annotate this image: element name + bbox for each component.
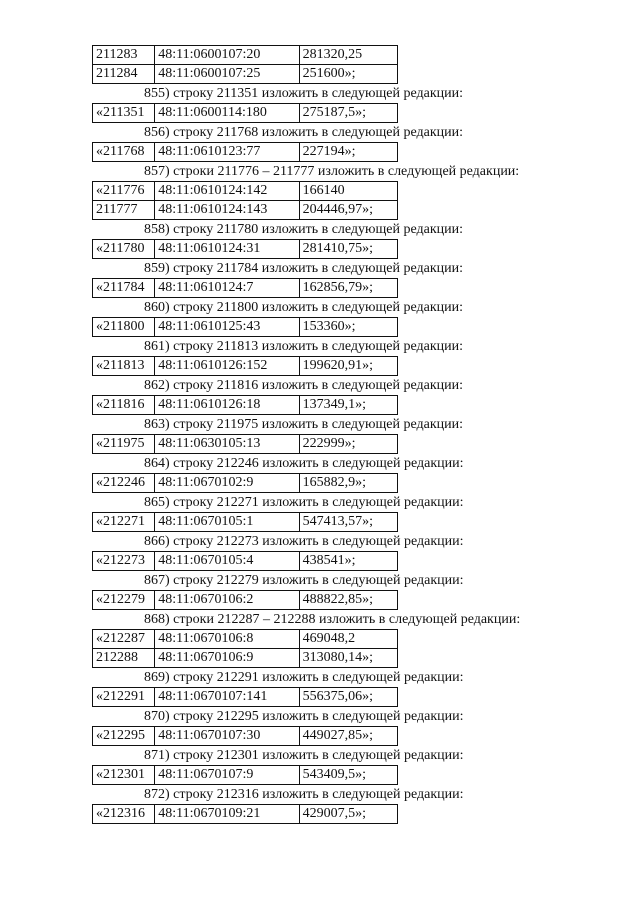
- amendment-instruction: 872) строку 212316 изложить в следующей редакции:: [144, 787, 464, 802]
- value-cell: 275187,5»;: [299, 104, 397, 123]
- table-row: [93, 65, 398, 84]
- table-row: [93, 474, 398, 493]
- amendment-table: [92, 726, 398, 746]
- cadastral-number-cell: 48:11:0630105:13: [155, 435, 299, 454]
- value-cell: 543409,5»;: [299, 766, 397, 785]
- table-row: [93, 279, 398, 298]
- table-row: [93, 318, 398, 337]
- table-row: [93, 591, 398, 610]
- row-number-cell: «211784: [93, 279, 155, 298]
- amendment-table: [92, 239, 398, 259]
- table-row: [93, 182, 398, 201]
- amendment-instruction: 861) строку 211813 изложить в следующей редакции:: [144, 339, 464, 354]
- amendment-instruction: 860) строку 211800 изложить в следующей редакции:: [144, 300, 464, 315]
- row-number-cell: «212316: [93, 805, 155, 824]
- amendment-instruction: 871) строку 212301 изложить в следующей редакции:: [144, 748, 464, 763]
- amendment-instruction: 857) строки 211776 – 211777 изложить в следующей редакции:: [144, 164, 520, 179]
- value-cell: 281320,25: [299, 46, 397, 65]
- table-row: [93, 688, 398, 707]
- value-cell: 153360»;: [299, 318, 397, 337]
- document-body: [92, 45, 552, 824]
- amendment-instruction: 870) строку 212295 изложить в следующей редакции:: [144, 709, 464, 724]
- amendment-table: [92, 356, 398, 376]
- row-number-cell: «212291: [93, 688, 155, 707]
- value-cell: 227194»;: [299, 143, 397, 162]
- cadastral-number-cell: 48:11:0670107:141: [155, 688, 299, 707]
- amendment-table: [92, 142, 398, 162]
- table-row: [93, 357, 398, 376]
- cadastral-number-cell: 48:11:0610123:77: [155, 143, 299, 162]
- amendment-table: [92, 317, 398, 337]
- table-row: [93, 766, 398, 785]
- cadastral-number-cell: 48:11:0610124:7: [155, 279, 299, 298]
- cadastral-number-cell: 48:11:0670109:21: [155, 805, 299, 824]
- amendment-table: [92, 181, 398, 220]
- value-cell: 166140: [299, 182, 397, 201]
- row-number-cell: «211780: [93, 240, 155, 259]
- cadastral-number-cell: 48:11:0670102:9: [155, 474, 299, 493]
- amendment-table: [92, 804, 398, 824]
- amendment-table: [92, 434, 398, 454]
- row-number-cell: 211777: [93, 201, 155, 220]
- amendment-table: [92, 687, 398, 707]
- table-row: [93, 46, 398, 65]
- cadastral-number-cell: 48:11:0670105:1: [155, 513, 299, 532]
- cadastral-number-cell: 48:11:0610126:18: [155, 396, 299, 415]
- amendment-instruction: 867) строку 212279 изложить в следующей редакции:: [144, 573, 464, 588]
- row-number-cell: «212295: [93, 727, 155, 746]
- amendment-instruction: 864) строку 212246 изложить в следующей редакции:: [144, 456, 464, 471]
- cadastral-number-cell: 48:11:0670106:8: [155, 630, 299, 649]
- cadastral-number-cell: 48:11:0600107:20: [155, 46, 299, 65]
- value-cell: 281410,75»;: [299, 240, 397, 259]
- cadastral-number-cell: 48:11:0600114:180: [155, 104, 299, 123]
- value-cell: 488822,85»;: [299, 591, 397, 610]
- value-cell: 449027,85»;: [299, 727, 397, 746]
- amendment-instruction: 858) строку 211780 изложить в следующей редакции:: [144, 222, 464, 237]
- value-cell: 438541»;: [299, 552, 397, 571]
- amendment-table: [92, 629, 398, 668]
- value-cell: 137349,1»;: [299, 396, 397, 415]
- value-cell: 165882,9»;: [299, 474, 397, 493]
- value-cell: 469048,2: [299, 630, 397, 649]
- amendment-table: [92, 512, 398, 532]
- cadastral-number-cell: 48:11:0610126:152: [155, 357, 299, 376]
- value-cell: 162856,79»;: [299, 279, 397, 298]
- amendment-instruction: 856) строку 211768 изложить в следующей редакции:: [144, 125, 464, 140]
- amendment-instruction: 859) строку 211784 изложить в следующей редакции:: [144, 261, 464, 276]
- amendment-instruction: 855) строку 211351 изложить в следующей редакции:: [144, 86, 464, 101]
- row-number-cell: 211283: [93, 46, 155, 65]
- table-row: [93, 240, 398, 259]
- amendment-table: [92, 395, 398, 415]
- row-number-cell: «212271: [93, 513, 155, 532]
- table-row: [93, 513, 398, 532]
- amendment-instruction: 869) строку 212291 изложить в следующей редакции:: [144, 670, 464, 685]
- table-row: [93, 630, 398, 649]
- table-row: [93, 201, 398, 220]
- amendment-instruction: 863) строку 211975 изложить в следующей редакции:: [144, 417, 464, 432]
- table-row: [93, 143, 398, 162]
- amendment-instruction: 862) строку 211816 изложить в следующей редакции:: [144, 378, 464, 393]
- amendment-table: [92, 45, 398, 84]
- row-number-cell: «211816: [93, 396, 155, 415]
- table-row: [93, 805, 398, 824]
- row-number-cell: «211776: [93, 182, 155, 201]
- table-row: [93, 727, 398, 746]
- row-number-cell: «212279: [93, 591, 155, 610]
- row-number-cell: «212246: [93, 474, 155, 493]
- cadastral-number-cell: 48:11:0670107:9: [155, 766, 299, 785]
- row-number-cell: 212288: [93, 649, 155, 668]
- row-number-cell: «212287: [93, 630, 155, 649]
- cadastral-number-cell: 48:11:0670107:30: [155, 727, 299, 746]
- row-number-cell: «211768: [93, 143, 155, 162]
- amendment-table: [92, 765, 398, 785]
- cadastral-number-cell: 48:11:0670105:4: [155, 552, 299, 571]
- cadastral-number-cell: 48:11:0610124:31: [155, 240, 299, 259]
- cadastral-number-cell: 48:11:0670106:9: [155, 649, 299, 668]
- value-cell: 429007,5»;: [299, 805, 397, 824]
- amendment-table: [92, 551, 398, 571]
- row-number-cell: «211813: [93, 357, 155, 376]
- cadastral-number-cell: 48:11:0610124:143: [155, 201, 299, 220]
- cadastral-number-cell: 48:11:0670106:2: [155, 591, 299, 610]
- value-cell: 204446,97»;: [299, 201, 397, 220]
- amendment-instruction: 865) строку 212271 изложить в следующей редакции:: [144, 495, 464, 510]
- value-cell: 313080,14»;: [299, 649, 397, 668]
- table-row: [93, 396, 398, 415]
- cadastral-number-cell: 48:11:0600107:25: [155, 65, 299, 84]
- amendment-table: [92, 473, 398, 493]
- cadastral-number-cell: 48:11:0610125:43: [155, 318, 299, 337]
- table-row: [93, 649, 398, 668]
- value-cell: 547413,57»;: [299, 513, 397, 532]
- table-row: [93, 435, 398, 454]
- row-number-cell: «211975: [93, 435, 155, 454]
- row-number-cell: «211351: [93, 104, 155, 123]
- row-number-cell: «212301: [93, 766, 155, 785]
- amendment-table: [92, 278, 398, 298]
- value-cell: 251600»;: [299, 65, 397, 84]
- value-cell: 199620,91»;: [299, 357, 397, 376]
- value-cell: 222999»;: [299, 435, 397, 454]
- row-number-cell: 211284: [93, 65, 155, 84]
- row-number-cell: «211800: [93, 318, 155, 337]
- amendment-table: [92, 590, 398, 610]
- cadastral-number-cell: 48:11:0610124:142: [155, 182, 299, 201]
- value-cell: 556375,06»;: [299, 688, 397, 707]
- table-row: [93, 552, 398, 571]
- amendment-table: [92, 103, 398, 123]
- amendment-instruction: 866) строку 212273 изложить в следующей редакции:: [144, 534, 464, 549]
- amendment-instruction: 868) строки 212287 – 212288 изложить в следующей редакции:: [144, 612, 521, 627]
- row-number-cell: «212273: [93, 552, 155, 571]
- table-row: [93, 104, 398, 123]
